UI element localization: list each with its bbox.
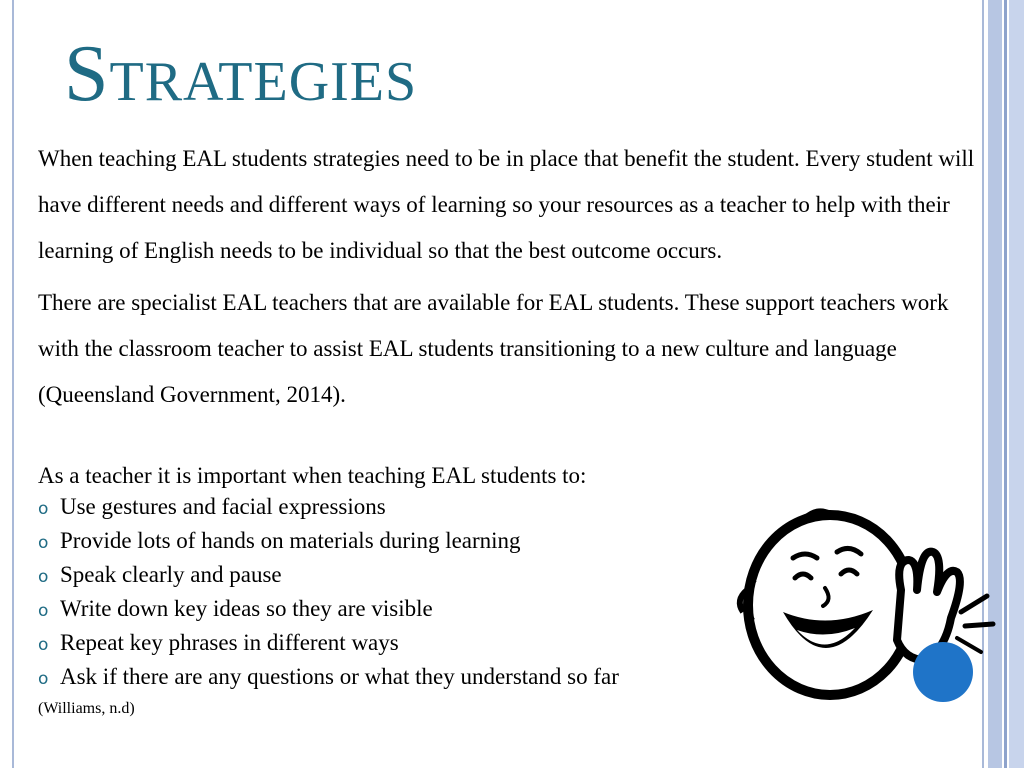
bullet-icon: o xyxy=(38,499,49,519)
list-item: o Use gestures and facial expressions xyxy=(38,491,983,525)
citation: (Williams, n.d) xyxy=(38,700,135,717)
bullet-lead: As a teacher it is important when teaching EAL students to: xyxy=(38,463,587,488)
bullet-icon: o xyxy=(38,669,49,689)
list-item: o Write down key ideas so they are visible xyxy=(38,593,983,627)
bullet-icon: o xyxy=(38,533,49,553)
list-item: o Speak clearly and pause xyxy=(38,559,983,593)
list-item: o Provide lots of hands on materials during learning xyxy=(38,525,983,559)
list-item: o Ask if there are any questions or what they understand so far xyxy=(38,661,983,695)
paragraph-1: When teaching EAL students strategies need to be in place that benefit the student. Every student will have different needs and different ways of learning so your resources as a teacher to help with their learning of English needs to be individual so that the best outcome occurs. xyxy=(38,146,975,263)
list-item: o Repeat key phrases in different ways xyxy=(38,627,983,661)
shouting-face-icon xyxy=(725,500,1005,720)
bullet-icon: o xyxy=(38,635,49,655)
slide-title: Strategies xyxy=(64,30,418,118)
bullet-icon: o xyxy=(38,567,49,587)
left-border-decoration xyxy=(12,0,14,768)
bullet-icon: o xyxy=(38,601,49,621)
paragraph-2: There are specialist EAL teachers that are available for EAL students. These support teachers work with the classroom teacher to assist EAL students transitioning to a new culture and language (Queensland Government, 2014). xyxy=(38,290,949,407)
